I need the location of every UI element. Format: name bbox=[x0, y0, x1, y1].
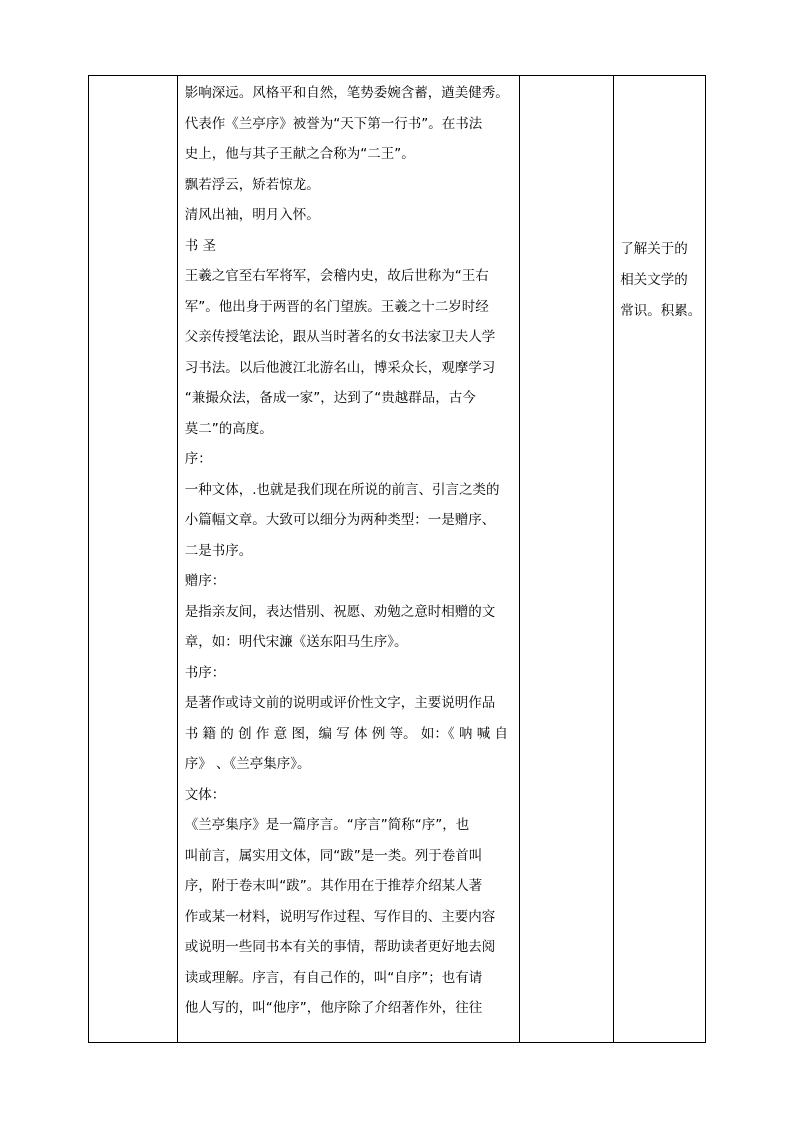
content-line: 序，附于卷末叫“跋”。其作用在于推荐介绍某人著 bbox=[184, 878, 483, 894]
lesson-plan-table bbox=[88, 75, 706, 1043]
content-line: 王羲之官至右军将军，会稽内史，故后世称为“王右 bbox=[184, 268, 489, 284]
content-line: 读或理解。序言，有自己作的，叫“自序”；也有请 bbox=[184, 969, 483, 986]
content-line: 章，如：明代宋濂《送东阳马生序》。 bbox=[184, 634, 408, 650]
content-line: 习书法。以后他渡江北游名山，博采众长，观摩学习 bbox=[184, 359, 496, 376]
section-heading-xu: 序： bbox=[184, 451, 212, 467]
content-line: 清风出袖，明月入怀。 bbox=[184, 207, 320, 223]
side-note-line: 相关文学的 bbox=[620, 272, 688, 288]
content-line: 飘若浮云，矫若惊龙。 bbox=[184, 176, 320, 193]
content-line: 作或某一材料，说明写作过程、写作目的、主要内容 bbox=[184, 908, 496, 925]
section-heading-wenti: 文体： bbox=[184, 786, 226, 803]
content-line: 莫二”的高度。 bbox=[184, 420, 273, 437]
content-line: 是指亲友间，表达惜别、祝愿、劝勉之意时相赠的文 bbox=[184, 603, 496, 620]
table-column-blank-middle bbox=[520, 76, 615, 1042]
content-line: 影响深远。风格平和自然，笔势委婉含蓄，遒美健秀。 bbox=[184, 85, 509, 101]
content-line: 父亲传授笔法论，跟从当时著名的女书法家卫夫人学 bbox=[184, 329, 496, 345]
content-line: 《兰亭集序》是一篇序言。“序言”简称“序”，也 bbox=[184, 817, 470, 833]
content-line: 叫前言，属实用文体，同“跋”是一类。列于卷首叫 bbox=[184, 847, 483, 864]
table-column-blank-left bbox=[89, 76, 178, 1042]
side-note-line: 了解关于的 bbox=[620, 241, 688, 257]
content-line: 代表作《兰亭序》被誉为“天下第一行书”。在书法 bbox=[184, 115, 483, 132]
content-line: 或说明一些同书本有关的事情，帮助读者更好地去阅 bbox=[184, 939, 496, 955]
content-line: 他人写的，叫“他序”，他序除了介绍著作外，往往 bbox=[184, 1000, 483, 1016]
table-column-content bbox=[178, 76, 520, 1042]
side-note-block bbox=[620, 234, 704, 327]
section-heading-shuxu: 书序： bbox=[184, 664, 226, 681]
content-line: 军”。他出身于两晋的名门望族。王羲之十二岁时经 bbox=[184, 298, 489, 315]
content-line: 一种文体，.也就是我们现在所说的前言、引言之类的 bbox=[184, 481, 500, 498]
content-line: 是著作或诗文前的说明或评价性文字，主要说明作品 bbox=[184, 695, 496, 711]
content-line: 书 籍 的 创 作 意 图，编 写 体 例 等。 如：《 呐 喊 自 bbox=[184, 725, 509, 742]
content-line: “兼撮众法，备成一家”，达到了“贵越群品，古今 bbox=[184, 390, 476, 406]
content-line: 序》 、《兰亭集序》。 bbox=[184, 756, 311, 772]
content-line: 小篇幅文章。大致可以细分为两种类型：一是赠序、 bbox=[184, 512, 496, 528]
section-heading-shusheng: 书 圣 bbox=[184, 237, 217, 254]
content-line: 二是书序。 bbox=[184, 542, 253, 559]
content-line: 史上，他与其子王献之合称为“二王”。 bbox=[184, 146, 415, 162]
side-note-line: 常识。积累。 bbox=[620, 303, 702, 319]
content-text-block bbox=[185, 78, 515, 1024]
section-heading-zengxu: 赠序： bbox=[184, 573, 226, 589]
table-column-notes bbox=[614, 76, 705, 1042]
